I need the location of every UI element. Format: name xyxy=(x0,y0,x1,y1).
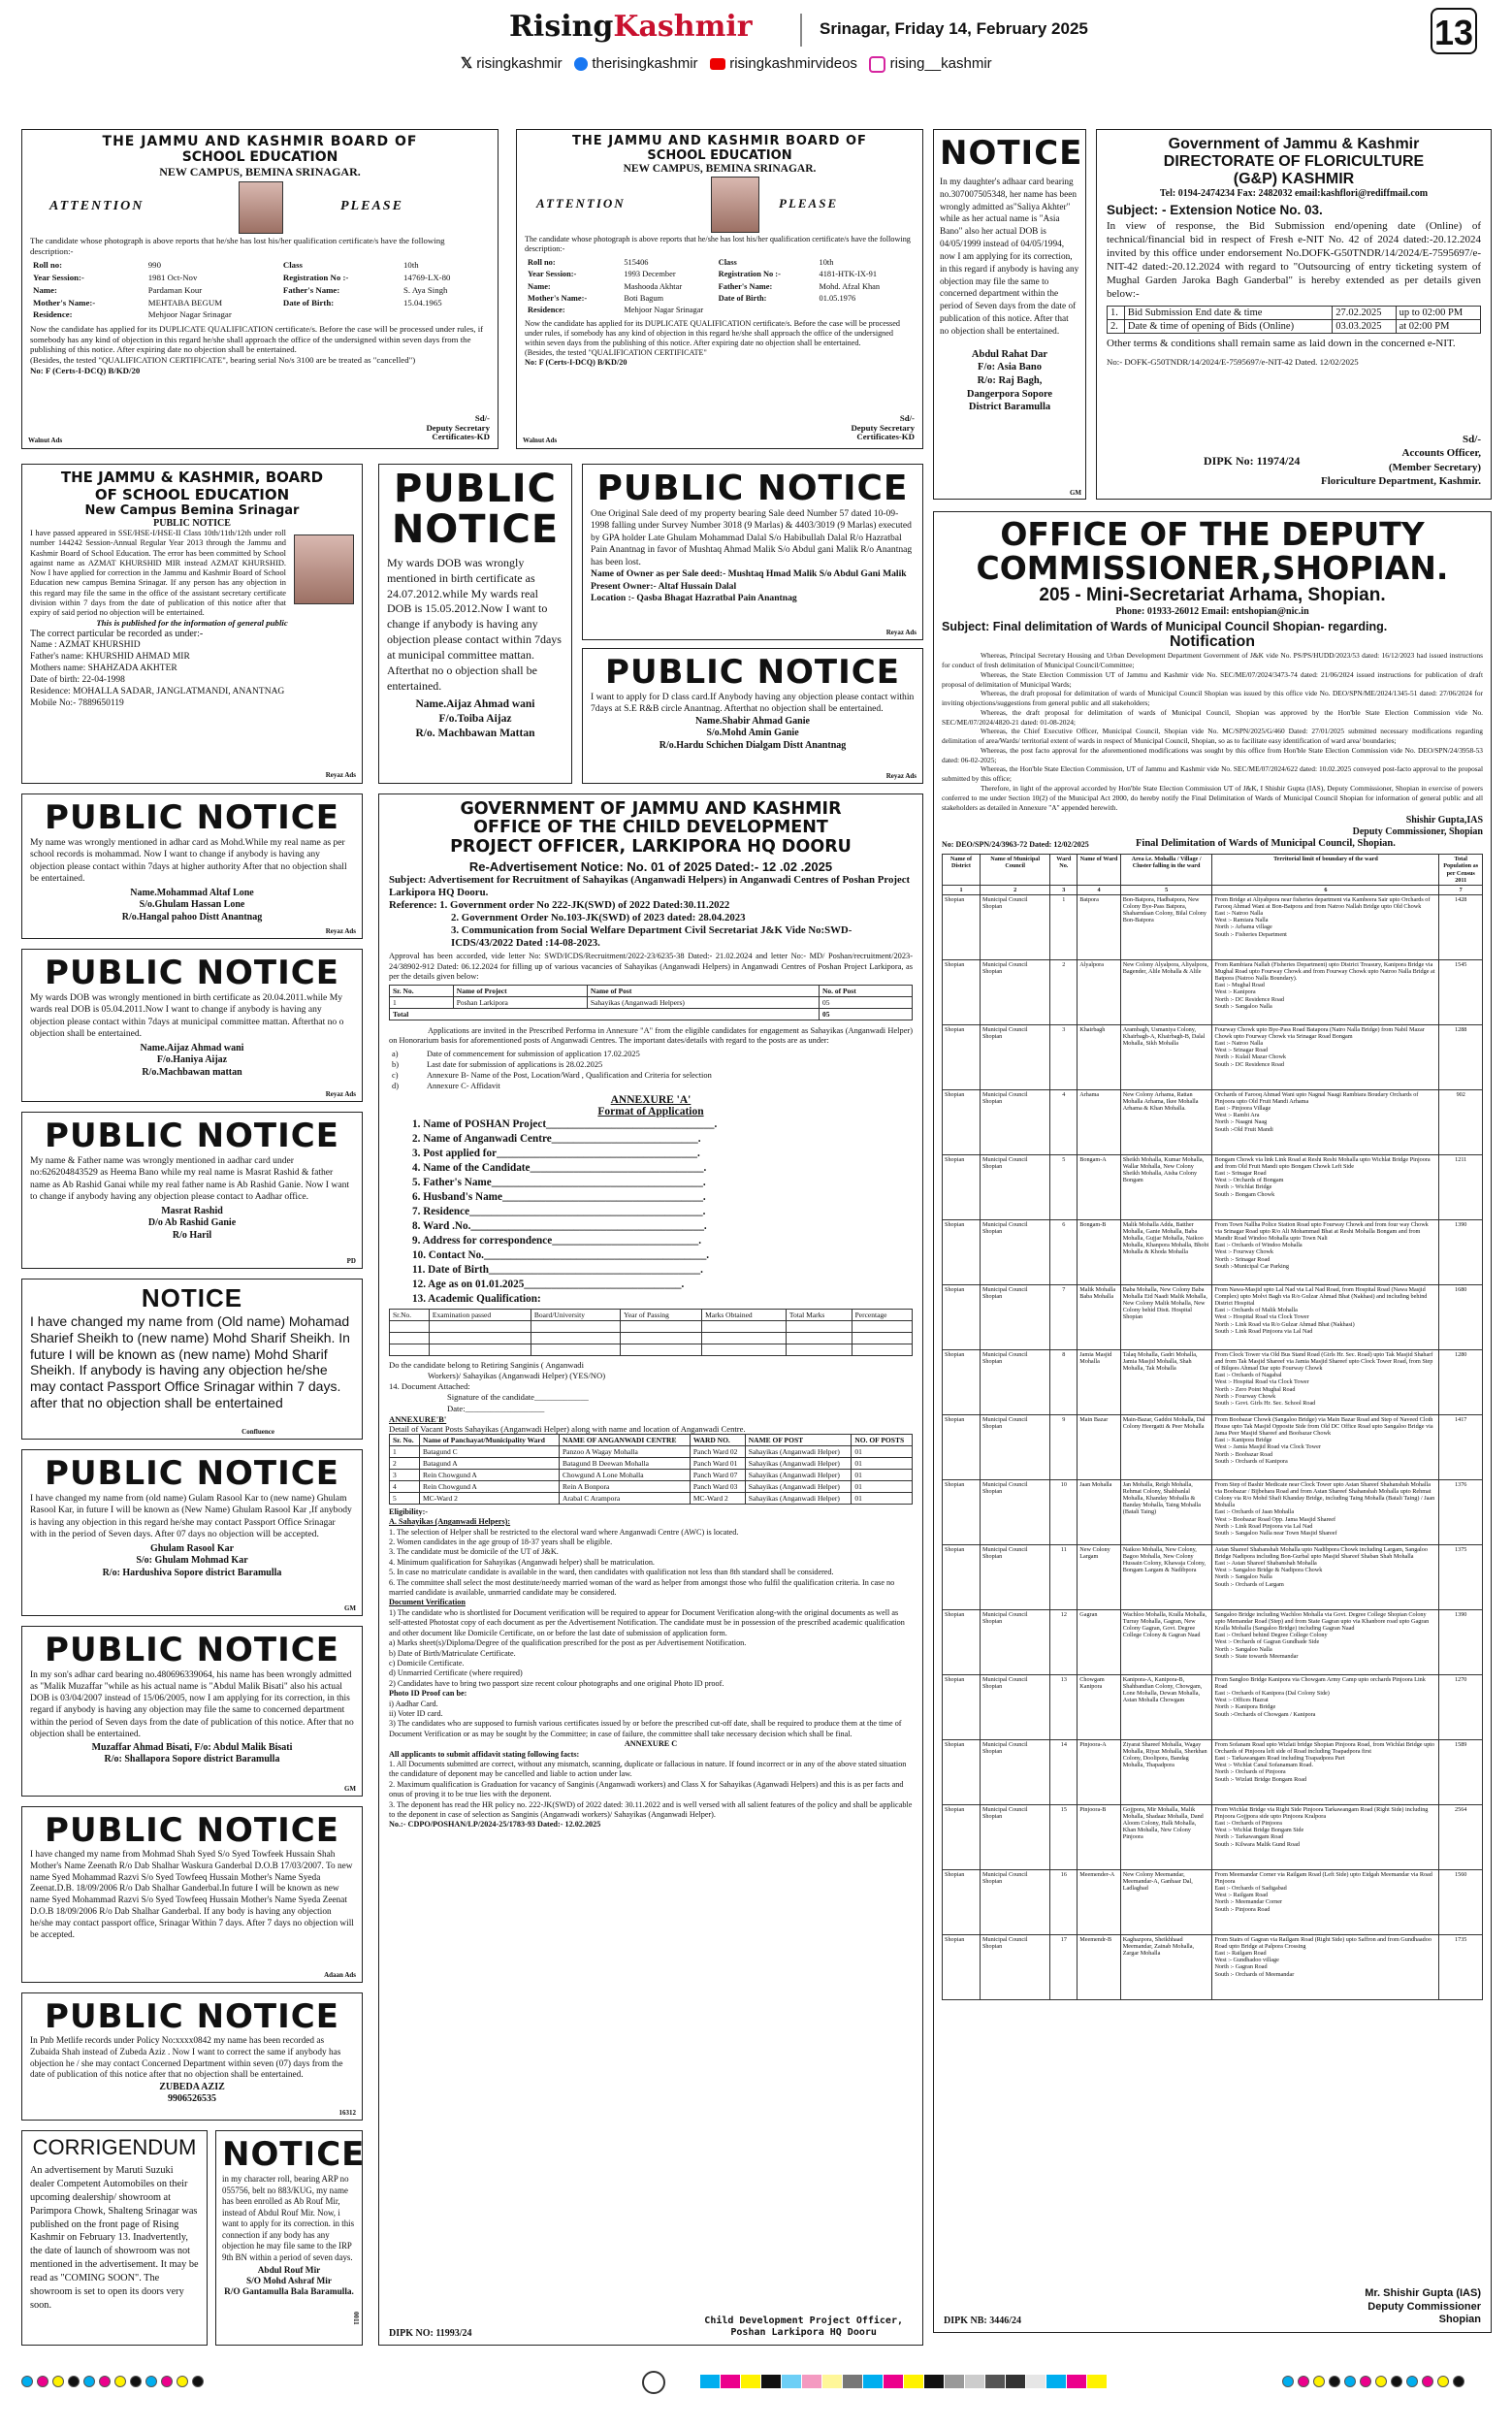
table-row: Shopian Municipal Council Shopian 12 Gagran Wachloo Mohalla, Kralla Mohalla, Turray Mohalla, Gagran, New Colony Gagran, Govt. Degree College Colony & Gagran Naad Sangaloo Bridge including Wachloo Mohalla via Govt. Degree College Shopian Colony upto Memandar Road (Step) and from State Gagran upto via Khanbore road upto Gagran Kralla Mohalla (Sangaloo Bridge) including Gagran Naad East :- Orchard behind Degree College Colony West :- Orchards of Gagran Gundhade Side North :- Sangaloo Nalla South :- State towards Meemandar 1390 xyxy=(943,1609,1483,1674)
color-dot xyxy=(1298,2376,1309,2387)
public-notice-sale-deed xyxy=(582,464,923,640)
color-dot xyxy=(1437,2376,1449,2387)
color-dot xyxy=(83,2376,95,2387)
notice-body: I have changed my name from (old name) Gulam Rasool Kar to (new name) Ghulam Rasool Kar, in future I will be known as (New Name) Ghulam Rasool Kar ,If anybody is having any objection in this regard he/she may contact Passport Office Srinagar with in the period of Seven days. After 07 days no objection will be accepted. xyxy=(30,1493,352,1540)
color-dot xyxy=(52,2376,64,2387)
color-dot xyxy=(1313,2376,1325,2387)
table-row: Shopian Municipal Council Shopian 7 Malik Mohalla Baba Mohalla Baba Mohalla, New Colony Baba Mohalla Eid Naadi Malik Mohalla, New Colony Malik Mohalla, New Colony behid Distt. Hospital Shopian From Nawa-Masjid upto Lal Nad via Lal Nad Road, from Hospital Road (Nawa Masjid Complex) upto Molvi Bagh via R/o Gulzar Ahmad Bhat (Nakhasi) and including behind District Hospital East :- Orchards of Malik Mohalla West :- Hospital Road via Clock Tower North :- Link Road via R/o Gulzar Ahmad Bhat (Nakhasi) South :- Link Road Pinjoora via Lal Nad 1680 xyxy=(943,1284,1483,1349)
table-row: 2 Batagund A Batagund B Deewan Mohalla Panch Ward 01 Sahayikas (Anganwadi Helper) 01 xyxy=(390,1457,913,1469)
whereas-clauses: Whereas, Principal Secretary Housing and Urban Development Department Government of J&K vide No. PS/PS/HUDD/2023/53 dated: 16/12/2023 had issued instructions for conduct of fresh delimitation of Municipal Council/Committee; Whereas, the State Election Commission UT of Jammu and Kashmir vide No. SEC/ME/07/2024/3473-74 dated: 21/06/2024 issued instructions for publication of draft proposal of delimitation of Municipal Wards; Whereas, the draft proposal for delimitation of wards of Municipal Council Shopian was issued by this office vide No. DEO/SPN/ME/2024/1345-51 dated: 27/06/2024 for inviting objections/suggestions from general public and all stakeholders; Whereas, the draft proposal for delimitation of wards of Municipal Council, Shopian was approved by the Hon'ble State Election Commission vide No. SEC/ME/07/2024/4820-21 dated: 01-08-2024; Whereas, the Chief Executive Officer, Municipal Council, Shopian vide No. MC/SPN/2025/G/460 Dated: 27/01/2025 submitted necessary modifications regarding delimitation of area/Wards/ territorial extent of wards in respect of Municipal Council, Shopian, so as to facilitate easy identification of ward area/ boundaries; Whereas, the post facto approval for the aforementioned modifications was sought by this office from Hon'ble State Election Commission vide No. DEO/SPN/24/3958-53 dated: 06-02-2025; Whereas, the Hon'ble State Election Commission, UT of Jammu and Kashmir vide No. SEC/ME/07/2024/622 dated: 10.02.2025 conveyed post-facto approval to the proposal submitted by this office; Therefore, in light of the approval accorded by Hon'ble State Election Commission UT of J&K, I Shishir Gupta (IAS), Deputy Commissioner, Shopian in exercise of powers conferred to me under Section 10(2) of the Municipal Act 2000, do hereby notify the Final Delimitation of Wards of Municipal Council Shopian for information of general public and all stakeholders as detailed in Annexure "A" appended herewith. xyxy=(942,651,1483,812)
table-row: Shopian Municipal Council Shopian 6 Bongam-B Malik Mohalla Adda, Batther Mohalla, Ganie Mohalla, Baba Mohalla, Gujjar Mohalla, Naikoo Mohalla, Khanpora Mohalla, Bhobi Mohalla & Khoda Mohalla From Town Nallha Police Station Road upto Fourway Chowk and from four way Chowk via Srinagar Road upto R/o Ali Mohammad Bhat at Reshi Mohalla Bongam and from Mandir Road Windoo Mohalla upto Town Nali East :- Orchards of Windoo Mohalla West :- Fourway Chowk North :- Srinagar Road South :-Municipal Car Parking 1390 xyxy=(943,1219,1483,1284)
color-swatch xyxy=(1087,2375,1107,2388)
color-swatch xyxy=(924,2375,944,2388)
notice-title: THE JAMMU & KASHMIR, BOARD xyxy=(60,469,324,486)
agency-tag: Reyaz Ads xyxy=(325,771,356,779)
contact-line: Phone: 01933-26012 Email: entshopian@nic.in xyxy=(1115,606,1309,618)
page-number: 13 xyxy=(1431,8,1477,54)
notice-heading: PUBLIC NOTICE xyxy=(605,653,900,692)
annexure-a-heading: ANNEXURE 'A' xyxy=(610,1093,692,1106)
color-dot xyxy=(1422,2376,1433,2387)
notice-heading: PUBLIC NOTICE xyxy=(45,954,339,992)
public-notice-muzaffar xyxy=(21,1626,363,1797)
info-line: This is published for the information of general public xyxy=(96,618,288,629)
dateline: Srinagar, Friday 14, February 2025 xyxy=(820,19,1088,38)
brand-logo[interactable]: RisingKashmir xyxy=(509,10,753,44)
header-divider xyxy=(800,14,802,47)
table-row: Shopian Municipal Council Shopian 15 Pinjoora-B Gojjpora, Mir Mohalla, Malik Mohalla, Shadaaz Mohalla, Dand Aloom Colony, Halk Mohalla, Khan Mohalla, New Colony Pinjoora From Wichlat Bridge via Right Side Pinjoora Tarkawangam Road (Right Side) including Pinjoora Gojjpora side upto Pinjoora Kralpora East :- Orchards of Pinjoora West :- Wichlat Bridge Bongam Side North :- Tarkawangam Road South :- Kilwara Malik Gund Road 2564 xyxy=(943,1804,1483,1869)
form-field: 6. Husband's Name_____________________________________. xyxy=(412,1190,706,1203)
signatory: Shishir Gupta,IAS Deputy Commissioner, Shopian xyxy=(1352,815,1483,838)
agency-tag: Walnut Ads xyxy=(523,437,558,444)
notice-abdul-rouf xyxy=(215,2130,366,2346)
bid-dates-table: 1. Bid Submission End date & time 27.02.2025 up to 02:00 PM 2. Date & time of opening of Bids (Online) 03.03.2025 at 02:00 PM xyxy=(1107,306,1481,334)
table-row: Shopian Municipal Council Shopian 13 Chowgam Kanipora Kanipora-A, Kanipora-B, Shahbandian Colony, Chowgam, Lone Mohalla, Dewan Mohalla, Astan Mohalla Chowgam From Sangloo Bridge Kanipora via Chowgam Army Camp upto orchards Pinjoora Link Road East :- Orchards of Kanipora (Dal Colony Side) West :- Offices Hazrat North :- Kanipora Bridge South :-Orchards of Chowgam / Kanipora 1270 xyxy=(943,1674,1483,1739)
notice-heading: NOTICE xyxy=(940,134,1083,173)
table-row: Shopian Municipal Council Shopian 4 Arhama New Colony Arhama, Rattan Mohalla Arhama, Ikee Mohalla Arhama & Khan Mohalla. Orchards of Farooq Ahmad Wani upto Nagnal Naagi Rambiara Boudary Orchards of Pinjoora upto Old Fruit Mandi Arhama East :- Pinjoora Village West :- Rambi Ara North :- Naagni Naag South :-Old Fruit Mandi 902 xyxy=(943,1089,1483,1154)
color-dot xyxy=(68,2376,80,2387)
notice-subtitle: New Campus Bemina Srinagar xyxy=(84,503,300,518)
contact-line: Tel: 0194-2474234 Fax: 2482032 email:kashflori@rediffmail.com xyxy=(1159,188,1429,199)
color-swatch xyxy=(1006,2375,1025,2388)
agency-tag: Confluence xyxy=(241,1428,274,1436)
notice-signature: Name.Aijaz Ahmad wani F/o.Toiba Aijaz R/o. Machbawan Mattan xyxy=(415,698,535,740)
notice-body: I want to apply for D class card.If Anybody having any objection please contact within 7days at S.E R&B circle Anantnag. Afterthat no objection shall be entertained. xyxy=(591,692,915,715)
important-dates: a) Date of commencement for submission of application 17.02.2025 b) Last date for submission of applications is 28.02.2025 c) Annexure B- Name of the Post, Location/Ward , Qualification and Criteria for selection d) Annexure C- Affidavit xyxy=(392,1049,712,1090)
notice-body: I have changed my name from (Old name) Mohamad Sharief Sheikh to (new name) Mohd Sharif Sheikh. In future I will be known as (new name) Mohd Sharif Sheikh. If anybody is having any objection he/she may contact Passport Office Srinagar within 7 days. after that no objection shall be entertained xyxy=(30,1313,350,1410)
notice-body: In my daughter's adhaar card bearing no.307007505348, her name has been wrongly admitted as"Saliya Akhter" while as her actual name is "Asia Bano" also her actual DOB is 04/05/1999 instead of 04/05/1994, now I am applying for its correction, in this regard if anybody is having any objection may file the same to concerned department within the period of Seven days from the date of publication of this notice. After that no objection shall be entertained. xyxy=(940,178,1079,337)
color-swatch xyxy=(945,2375,964,2388)
table-row: Shopian Municipal Council Shopian 16 Meemender-A New Colony Meemandar, Meemandar-A, Ganhaar Dal, Ladlagbad From Meemandar Corner via Railgam Road (Left Side) upto Eidgah Meemandar via Road Pinjoora East :- Orchards of Sadigabad West :- Railgam Road North :- Meemandar Corner South :- Pinjoora Road 1560 xyxy=(943,1869,1483,1934)
annexure-b-heading: ANNEXURE'B' xyxy=(389,1413,447,1424)
social-row xyxy=(461,54,992,73)
intro-text: The candidate whose photograph is above reports that he/she has lost his/her qualification certificate/s have the following description:- xyxy=(30,236,445,256)
social-x[interactable]: risingkashmir xyxy=(476,55,563,72)
notice-body: My wards DOB was wrongly mentioned in birth certificate as 24.07.2012.while My wards real DOB is 15.05.2012.Now I want to change if anybody is having any objection please contact within 7days at municipal committee mattan. Afterthat no o objection shall be entertained. xyxy=(387,556,562,693)
table-row: 1 Batagund C Panzoo A Wagay Mohalla Panch Ward 02 Sahayikas (Anganwadi Helper) 01 xyxy=(390,1445,913,1457)
form-field: 5. Father's Name_______________________________________. xyxy=(412,1176,706,1188)
cancel-note: (Besides, the tested "QUALIFICATION CERTIFICATE", bearing serial No/s 3100 are be treated as "cancelled") xyxy=(30,355,416,366)
color-dot xyxy=(1406,2376,1418,2387)
facebook-icon[interactable] xyxy=(574,57,588,71)
color-dot xyxy=(130,2376,142,2387)
candidate-declaration: Do the candidate belong to Retiring Sanginis ( Anganwadi Workers)/ Sahayikas (Anganwadi Helper) (YES/NO) 14. Document Attached: Signature of the candidate_____________ Date:___________________ xyxy=(389,1359,606,1413)
dc-shopian-notification xyxy=(933,511,1492,2333)
dept-heading-2: (G&P) KASHMIR xyxy=(1233,171,1355,187)
color-dot xyxy=(1453,2376,1464,2387)
ref-number: No: DEO/SPN/24/3963-72 Dated: 12/02/2025 xyxy=(942,840,1089,850)
please-label: PLEASE xyxy=(779,196,839,211)
notice-title: THE JAMMU AND KASHMIR BOARD OF xyxy=(572,134,867,148)
subject-line: Subject: Advertisement for Recruitment of Sahayikas (Anganwadi Helpers) in Anganwadi Centres of Poshan Project Larkipora HQ Dooru. xyxy=(389,873,911,898)
floriculture-notice xyxy=(1096,129,1492,500)
color-dot xyxy=(145,2376,157,2387)
public-notice-zubeda xyxy=(21,1992,363,2121)
notice-signature: ZUBEDA AZIZ 9906526535 xyxy=(159,2082,225,2105)
jkbose-notice-2 xyxy=(516,129,923,449)
color-swatch xyxy=(822,2375,842,2388)
notice-heading: PUBLIC NOTICE xyxy=(391,467,560,552)
notice-title-2: OF SCHOOL EDUCATION xyxy=(94,486,290,503)
agency-tag: Reyaz Ads xyxy=(885,629,917,636)
color-dot xyxy=(177,2376,188,2387)
table-row: Shopian Municipal Council Shopian 14 Pinjoora-A Ziyarat Shareef Mohalla, Wagay Mohalla, Riyaz Mohalla, Sherkhan Colony, Doolipora, Bandag Mohalla, Thapadpora From Sofanam Road upto Wizlati bridge Shopian Pinjoora Road, from Wichlat Bridge upto Orchards of Pinjoora left side of Road including Toapadpora first East :- Tarkawangam Road including Toapadpora Part West :- Wichlat Canal Sofanamam Road. North :- Orchards of Pinjoora South :- Wizlati Bridge Bongam Road 1589 xyxy=(943,1739,1483,1804)
form-field: 10. Contact No._________________________________________. xyxy=(412,1248,710,1261)
agency-tag: Walnut Ads xyxy=(28,437,63,444)
notice-signature: Name.Mohammad Altaf Lone S/o.Ghulam Hassan Lone R/o.Hangal pahoo Distt Anantnag xyxy=(121,887,263,923)
notice-signature: Muzaffar Ahmad Bisati, F/o: Abdul Malik Bisati R/o: Shallapora Sopore district Baramulla xyxy=(91,1741,293,1765)
color-swatch xyxy=(863,2375,883,2388)
bottom-signatory: Mr. Shishir Gupta (IAS) Deputy Commissioner Shopian xyxy=(1365,2287,1481,2325)
agency-tag: GM xyxy=(343,1604,356,1612)
color-dot xyxy=(21,2376,33,2387)
body-text: In view of response, the Bid Submission end/opening date (Online) of technical/financial bid in respect of Fresh e-NIT No. 42 of 2024 dated:-20.12.2024 invited by this office under endorsement No.DOFK-G50TNDR/14/2024/E-7595697/e-NIT-42 dated:-20.12.2024 with regard to "Outsourcing of entry ticketing system of Mughal Garden Jaroka Bagh Ganderbal" is hereby extended as per details given below:- xyxy=(1107,220,1481,300)
color-dot xyxy=(37,2376,48,2387)
subject-line: Subject: Final delimitation of Wards of Municipal Council Shopian- regarding. xyxy=(942,620,1388,634)
ref-number: No: F (Certs-I-DCQ) B/KD/20 xyxy=(30,365,141,375)
public-notice-aijaz-haniya xyxy=(21,949,363,1102)
candidate-photo xyxy=(239,181,283,234)
body-text: I have passed appeared in SSE/HSE-I/HSE-II Class 10th/11th/12th under roll number 144242 Session-Annual Regular Year 2013 through the Jammu and Kashmir Board of School Education. The error has been committed by School against name as AZMAT KHURSHID MIR instead AZMAT KHURSHID. Now I have applied for correction in the Jammu and Kashmir Board of School Education new campus Bemina Srinagar. If any person has any objection in this regard may file the same in the office of the assistant secretary certificate division within 7 days from the date of publication of this notice after that expiry of said period no objection will be entertained. xyxy=(30,529,286,617)
office-address: 205 - Mini-Secretariat Arhama, Shopian. xyxy=(1039,585,1386,606)
table-row: Shopian Municipal Council Shopian 3 Khairbagh Arambagh, Usmaniya Colony, Khairbagh-A, Khairbagh-B, Dalal Mohalla, Sikh Mohalla Fourway Chowk upto Bye-Pass Road Batapora (Natro Nalla Bridge) from Nabil Mazar Chowk upto Fourway Chowk via Srinagar Road Bongam East :- Natroo Nalla West :- Srinagar Road North :- Kulail Mazar Chowk South :- DC Residence Road 1288 xyxy=(943,1024,1483,1089)
public-notice-altaf xyxy=(21,793,363,939)
table-row: Shopian Municipal Council Shopian 10 Jaan Mohalla Jan Mohalla, Reigh Mohalla, Rehmat Colony, Shahbanlal Mohalla, Khanday Mohalla & Banday Mohalla, Taing Mohalla (Batali Taing) From Step of Bashir Medicate near Clock Tower upto Astan Shareef Shahanshah Mohalla via Boobazar / Bijbehara Road and from Astan Shareef Shahanshah Mohalla upto Rehmat Colony via R/o Mohd Shafi Khanday Bridge, including Taing Mohalla (Batali Taing) / Jaan Mohalla East :- Orchards of Jaan Mohalla West :- Boobazar Road Opp. Jama Masjid Shareef North :- Link Road Pinjoora via Lal Nad South :- Sangaloo Nalla near Town Masjid Shareef 1376 xyxy=(943,1479,1483,1544)
color-swatch xyxy=(1026,2375,1046,2388)
notice-body: In Pnb Metlife records under Policy No:xxxx0842 my name has been recorded as Zubaida Shah instead of Zubeda Aziz . Now I want to correct the same if anybody has objection he / she may contact Concerned Department within seven (07) days from the date of publication of this notice after that no objection shall be entertained. xyxy=(30,2036,343,2081)
color-swatch xyxy=(721,2375,740,2388)
signatory: Sd/- Accounts Officer, (Member Secretary) Floriculture Department, Kashmir. xyxy=(1321,434,1481,487)
color-swatch xyxy=(782,2375,801,2388)
public-notice-shabir xyxy=(582,648,923,784)
application-form-fields xyxy=(389,1117,913,1307)
notice-signature: Abdul Rahat Dar F/o: Asia Bano R/o: Raj Bagh, Dangerpora Sopore District Baramulla xyxy=(966,348,1053,413)
agency-tag: Reyaz Ads xyxy=(325,1090,356,1098)
table-row: Shopian Municipal Council Shopian 5 Bongam-A Sheikh Mohalla, Kumar Mohalla, Wallar Mohalla, New Colony Sheikh Mohalla, Aisha Colony Bongam Bongam Chowk via link Link Road at Reshi Reshi Mohalla upto Wichlat Bridge Pinjoora and from Old Fruit Mandi upto Bongam Chowk Left Side East :- Srinagar Road West :- Orchards of Bongam North :- Wichlat Bridge South :- Bongam Chowk 1211 xyxy=(943,1154,1483,1219)
ad-code: 16312 xyxy=(338,2109,356,2117)
table-row: Shopian Municipal Council Shopian 1 Batpora Bon-Batpora, Hadbatpora, New Colony Bye-Pass Batpora, Shaharndaan Colony, Bilal Colony Bon-Batpora From Bridge at Aliyabpora near fisheries department via Kambeera Sair upto Orchards of Farooq Ahmad Wani at Bon-Batpora and from Natroo Nallah Bridge upto Old Chowk East :- Natroo Nalla West :- Ramiara Nalla North :- Arhama village South :- Fisheries Department 1428 xyxy=(943,894,1483,959)
color-dot xyxy=(1329,2376,1340,2387)
notice-title-2: SCHOOL EDUCATION xyxy=(647,148,792,163)
form-field: 7. Residence___________________________________________. xyxy=(412,1205,706,1217)
instagram-icon[interactable] xyxy=(869,56,885,73)
notice-heading: PUBLIC NOTICE xyxy=(596,469,909,508)
notice-heading: PUBLIC NOTICE xyxy=(45,1997,339,2036)
color-swatch xyxy=(741,2375,760,2388)
corrigendum-body: An advertisement by Maruti Suzuki dealer Competent Automobiles on their upcoming dealership/ showroom at Parimpora Chowk, Shalteng Srinagar was published on the front page of Rising Kashmir on February 13. Inadvertently, the date of launch of showroom was not mentioned in the advertisement. It may be read as "COMING SOON". The showroom is set to open its doors very soon. xyxy=(30,2165,199,2311)
jkbose-azmat-notice xyxy=(21,464,363,784)
correct-heading: The correct particular be recorded as under:- xyxy=(30,628,204,639)
vacancy-table: Sr. No. Name of Panchayat/Municipality Ward NAME OF ANGANWADI CENTRE WARD NO. NAME OF POST NO. OF POSTS 1 Batagund C Panzoo A Wagay Mohalla Panch Ward 02 Sahayikas (Anganwadi Helper) 01 2 Batagund A Batagund B Deewan Mohalla Panch Ward 01 Sahayikas (Anganwadi Helper) 01 3 Rein Chowgund A Chowgund A Lone Mohalla Panch Ward 07 Sahayikas (Anganwadi Helper) 01 4 Rein Chowgund A Rein A Bonpora Panch Ward 03 Sahayikas (Anganwadi Helper) 01 5 MC-Ward 2 Arabal C Arampora MC-Ward 2 Sahayikas (Anganwadi Helper) 01 xyxy=(389,1434,913,1505)
masthead xyxy=(19,8,1493,78)
notice-heading: NOTICE xyxy=(141,1283,243,1312)
color-swatch xyxy=(843,2375,862,2388)
form-field: 4. Name of the Candidate________________________________. xyxy=(412,1161,707,1174)
color-dot xyxy=(161,2376,173,2387)
candidate-photo xyxy=(711,177,759,233)
notification-heading: Notification xyxy=(1170,633,1255,651)
color-swatch xyxy=(1046,2375,1066,2388)
notice-body: in my character roll, bearing ARP no 055756, belt no 883/KUG, my name has been enrolled as Ab Rouf Mir, instead of Abdul Rouf Mir. Now, i want to apply for its correction. in this connection if any body has any objection he may file same to the IRP 9th BN within a period of seven days. xyxy=(222,2174,355,2263)
form-field: 1. Name of POSHAN Project_______________________________. xyxy=(412,1117,718,1130)
cancel-note: (Besides, the tested "QUALIFICATION CERTIFICATE" xyxy=(525,348,707,358)
gov-heading: Government of Jammu & Kashmir xyxy=(1168,136,1420,152)
agency-tag: GM xyxy=(1069,489,1081,497)
table-title: Final Delimitation of Wards of Municipal Council, Shopian. xyxy=(1136,838,1396,850)
notice-signature: Name.Aijaz Ahmad wani F/o.Haniya Aijaz R/o.Machbawan mattan xyxy=(140,1042,244,1078)
dipk-number: DIPK No: 11974/24 xyxy=(1204,454,1301,468)
body-text: Now the candidate has applied for its DUPLICATE QUALIFICATION certificate/s. Before the case will be processed under rules, if somebody has any kind of objection in this regard he/she shall approach the office of the undersigned within seven days from the publishing of this notice. After expiring date no objection shall be entertained. xyxy=(30,324,484,355)
notice-body: My name & Father name was wrongly mentioned in aadhar card under no:626204843529 as Heema Bano while my real name is Masrat Rashid & father name as Ab Rashid Ganai while my real father name is Ab Rashid Ganie. Now I want to change if anybody having any objection please contact to Aadhar office. xyxy=(30,1155,350,1203)
dipk-number: DIPK NB: 3446/24 xyxy=(944,2316,1021,2326)
applications-text: Applications are invited in the Prescribed Performa in Annexure "A" from the eligible candidates for engagement as Sahayikas (Anganwadi Helper) on Honorarium basis for aforementioned posts of Anganwadi Centres. The important dates/details with regard to the posts are as under: xyxy=(389,1025,913,1046)
attention-label: ATTENTION xyxy=(536,196,626,211)
table-row: Shopian Municipal Council Shopian 8 Jamia Masjid Mohalla Talaq Mohalla, Gadri Mohalla, Jamia Masjid Mohalla, Shah Mohalla, Tak Mohalla From Clock Tower via Old Bus Stand Road (Girls Hr. Sec. Road) upto Tak Masjid Shaharf and from Tak Masjid Shareef via Jamia Masjid Shareef upto Clock Tower Road, from Step of Bilqees Ahmad Dar upto Fourway Chowk East :- Orchards of Nagabal West :- Hospital Road via Clock Tower North :- Zero Point Mughal Road North :- Fourway Chowk South :- Govt. Girls Hr. Sec. School Road 1280 xyxy=(943,1349,1483,1414)
public-notice-gulam xyxy=(21,1449,363,1616)
corrected-particulars: Name : AZMAT KHURSHID Father's name: KHURSHID AHMAD MIR Mothers name: SHAHZADA AKHTER Date of birth: 22-04-1998 Residence: MOHALLA SADAR, JANGLATMANDI, ANANTNAG Mobile No:- 7889650119 xyxy=(30,640,285,708)
notice-body: I have changed my name from Mohmad Shah Syed S/o Syed Towfeek Hussain Shah Mother's Name Zeenath R/o Dab Shalhar Waskura Ganderbal D.O.B 17/03/2007. To new name Syed Mohammad Razvi S/o Syed Towfeeq Hussain Mother's Name Syeda Zeenat.D.B. 18/09/2006 R/o Dab Shalhar Ganderbal.In future I will be known as new name Syed Mohammad Razvi S/o Syed Towfeeq Hussain Mother's Name Syeda Zeenat D.O.B 18/09/2006 R/o Dab Shalhar Ganderbal. If any body is having any objection he/she may contact passport office, Srinagar Within 7 days. After 7 days no objection will be accepted. xyxy=(30,1850,354,1940)
color-swatch xyxy=(761,2375,781,2388)
agency-tag: Adaan Ads xyxy=(324,1971,356,1979)
references: Reference: 1. Government order No 222-JK(SWD) of 2022 Dated:30.11.2022 2. Government Order No.103-JK(SWD) of 2023 dated: 28.04.2023 3. Communication from Social Welfare Department Civil Secretariat J&K Vide No:SWD-ICDS/43/2022 Dated :14-08-2023. xyxy=(389,898,853,949)
social-facebook[interactable]: therisingkashmir xyxy=(592,55,698,72)
notice-subtitle: NEW CAMPUS, BEMINA SRINAGAR. xyxy=(159,165,361,178)
owner-details: Name of Owner as per Sale deed:- Mushtaq Hmad Malik S/o Abdul Gani Malik Present Owner:- Altaf Hussain Dalal Location :- Qasba Bhagat Hazratbal Pain Anantnag xyxy=(591,568,907,604)
agency-tag: GM xyxy=(343,1785,356,1793)
table-row: Shopian Municipal Council Shopian 9 Main Bazar Main-Bazar, Gaddoi Mohalla, Dal Colony Heergatti & Peer Mohalla From Boobazar Chowk (Sangaloo Bridge) via Main Bazar Road and Step of Naveed Cloth House upto Tak Masjid Opposite Side from Old DC Office Road upto Sangaloo Bridge via Jama Peer Masjid Shareef and Boobazar Chowk East :- Kanipora Bridge West :- Jamia Masjid Road via Clock Tower North :- Boobazar Road South :- Orchards of Kanipora 1417 xyxy=(943,1414,1483,1479)
approval-text: Approval has been accorded, vide letter No: SWD/ICDS/Recruitment/2022-23/6235-38 Dated:- 21.02.2024 and letter No:- MD/ Poshan/recruitment/2023-24/38902-912 Dated: 06.12.2024 for filling up of various vacancies of Sahayikas (Anganwadi Helpers) in Anganwadi Centres of Poshan Project Larkipora, as per the details given below: xyxy=(389,952,913,982)
table-row: 4 Rein Chowgund A Rein A Bonpora Panch Ward 03 Sahayikas (Anganwadi Helper) 01 xyxy=(390,1480,913,1492)
color-swatch xyxy=(802,2375,821,2388)
notice-heading: PUBLIC NOTICE xyxy=(45,798,339,837)
corrigendum xyxy=(21,2130,208,2346)
table-row: Shopian Municipal Council Shopian 11 New Colony Largam Naikoo Mohalla, New Colony, Bagoo Mohalla, New Colony Hussain Colony, Khawaja Colony, Bongam Largam & Nadibpora Astan Shareef Shabanshah Mohalla upto Nadibpora Chowk including Largam, Sangaloo Bridge Nadipora including Bon-Gurbal upto Masjid Shareef Shaban Shah Mohalla East :- Astan Shareef Shabanshah Mohalla West :- Sangaloo Bridge & Nadipora Chowk North :- Sangaloo Nalla South :- Orchards of Largam 1375 xyxy=(943,1544,1483,1609)
form-field: 9. Address for correspondence___________________________. xyxy=(412,1234,702,1247)
social-instagram[interactable]: rising__kashmir xyxy=(889,55,992,72)
notice-body: My wards DOB was wrongly mentioned in birth certificate as 20.04.2011.while My wards real DOB is 05.04.2011.Now I want to change if anybody is having any objection please contact within 7days at municipal committee mattan. Afterthat no o objection shall be entertained. xyxy=(30,992,344,1040)
color-dot xyxy=(1282,2376,1294,2387)
candidate-details: Roll no: 515406 Class 10th Year Session:- 1993 December Registration No :- 4181-HTK-IX-91 Name: Mashooda Akhtar Father's Name: Mohd. Afzal Khan Mother's Name:- Boti Bagum Date of Birth: 01.05.1976 Residence: Mehjoor Nagar Srinagar xyxy=(528,258,881,314)
candidate-photo xyxy=(294,534,354,604)
color-swatch xyxy=(884,2375,903,2388)
posts-table: Sr. No. Name of Project Name of Post No. of Post 1 Poshan Larkipora Sahayikas (Anganwadi Helpers) 05 Total 05 xyxy=(389,985,913,1020)
candidate-details: Roll no: 990 Class 10th Year Session:- 1981 Oct-Nov Registration No :- 14769-LX-80 Name: Pardaman Kour Father's Name: S. Aya Singh Mother's Name:- MEHTABA BEGUM Date of Birth: 15.04.1965 Residence: Mehjoor Nagar Srinagar xyxy=(33,260,451,320)
eligibility-and-verification: Eligibility:- A. Sahayikas (Anganwadi Helpers): 1. The selection of Helper shall be restricted to the electoral ward where Anganwadi Centre (AWC) is located. 2. Women candidates in the age group of 18-37 years shall be eligible. 3. The candidate must be domicile of the UT of J&K. 4. Minimum qualification for Sahayikas (Anganwadi helper) shall be matriculation. 5. In case no matriculate candidate is available in the ward, then candidates with qualification not less than 8th standard shall be considered. 6. The committee shall select the most destitute/needy married woman of the ward as helper from amongst those who fulfil the qualification criteria. In case no married candidate is available, unmarried candidate may be considered. Document Verification 1) The candidate who is shortlisted for Document verification will be required to appear for Document Verification along-with the original documents as well as self-attested Photostat copy of each document as per the Advertisement Notification. The candidate must be in possession of the prescribed academic qualification and other document like Domicile Certificate, on or before the last date of submission of application form. a) Marks sheet(s)/Diploma/Degree of the qualification prescribed for the post as per Advertisement Notification. b) Date of Birth/Matriculate Certificate. c) Domicile Certificate. d) Unmarried Certificate (where required) 2) Candidates have to bring two passport size recent colour photographs and one original Photo ID proof. Photo ID Proof can be: i) Aadhar Card. ii) Voter ID card. 3) The candidates who are supposed to furnish various certificates issued by or before the prescribed cut-off date, shall be required to produce them at the time of Document Verification or as may be sought by the Committee; in case of failure, the committee shall take necessary decision which shall be final. ANNEXURE C All applicants to submit affidavit stating following facts: 1. All Documents submitted are correct, without any mismatch, scanning, duplicate or fallacious in nature. If found incorrect or in any of the above stated situation the candidature of deponent may be cancelled and liable to action under law. 2. Maximum qualification is Graduation for vacancy of Sanginis (Anganwadi workers) and Class X for Sahayikas (Aganwadi Helpers) and this is as per facts and onus of proving it to be true lies with the deponent. 3. The deponent has read the HR policy no. 222-JK(SWD) of 2022 dated: 30.11.2022 and is well versed with all salient features of the policy and shall be applicable to the deponent in case of selection as Sanginis (Anganwadi workers)/ Sahayikas (Anganwadi Helper). No.:- CDPO/POSHAN/LP/2024-25/1783-93 Dated:- 12.02.2025 xyxy=(389,1506,913,1830)
annexure-b-title: Detail of Vacant Posts Sahayikas (Anganwadi Helper) along with name and location of Anganwadi Centre. xyxy=(389,1423,746,1434)
jkbose-notice-1 xyxy=(21,129,499,449)
notice-signature: Masrat Rashid D/o Ab Rashid Ganie R/o Haril xyxy=(147,1205,237,1241)
table-row: 3 Rein Chowgund A Chowgund A Lone Mohalla Panch Ward 07 Sahayikas (Anganwadi Helper) 01 xyxy=(390,1469,913,1480)
intro-text: The candidate whose photograph is above reports that he/she has lost his/her qualification certificate/s have the following description:- xyxy=(525,235,911,253)
advert-number: Re-Advertisement Notice: No. 01 of 2025 Dated:- 12 .02 .2025 xyxy=(468,858,833,874)
body-text: Now the candidate has applied for its DUPLICATE QUALIFICATION certificate/s. Before the case will be processed under rules, if somebody has any kind of objection in this regard he/she shall approach the office of the undersigned within seven days from the publishing of this notice. After expiring date no objection shall be entertained. xyxy=(525,319,900,348)
form-field: 11. Date of Birth_______________________________________. xyxy=(412,1263,703,1276)
ad-code: 0011 xyxy=(352,2312,360,2325)
attention-label: ATTENTION xyxy=(49,199,145,213)
office-title: OFFICE OF THE DEPUTY COMMISSIONER,SHOPIAN. xyxy=(976,515,1449,587)
notice-signature: Abdul Rouf Mir S/O Mohd Ashraf Mir R/O Gantamulla Bala Baramulla. xyxy=(224,2265,354,2298)
icds-larkipora-recruitment xyxy=(378,793,923,2346)
public-notice-aijaz-toiba xyxy=(378,464,572,784)
dept-heading: DIRECTORATE OF FLORICULTURE xyxy=(1163,153,1425,170)
notice-heading: PUBLIC NOTICE xyxy=(45,1811,339,1850)
print-registration-strip xyxy=(21,2367,1492,2396)
notice-signature: Name.Shabir Ahmad Ganie S/o.Mohd Amin Ganie R/o.Hardu Schichen Dialgam Distt Anantnag xyxy=(659,715,847,751)
dipk-number: DIPK NO: 11993/24 xyxy=(389,2328,472,2339)
color-dot xyxy=(114,2376,126,2387)
terms-line: Other terms & conditions shall remain same as laid down in the concerned e-NIT. xyxy=(1107,337,1456,349)
notice-title-2: SCHOOL EDUCATION xyxy=(181,149,338,165)
format-heading: Format of Application xyxy=(597,1105,704,1117)
notice-heading: PUBLIC NOTICE xyxy=(45,1631,339,1669)
notice-heading: PUBLIC NOTICE xyxy=(45,1117,339,1155)
notice-signature: Ghulam Rasool Kar S/o: Ghulam Mohmad Kar R/o: Hardushiva Sopore district Baramulla xyxy=(102,1542,282,1578)
public-notice-syed xyxy=(21,1806,363,1983)
color-swatch xyxy=(904,2375,923,2388)
signatory: Child Development Project Officer, Poshan Larkipora HQ Dooru xyxy=(704,2316,903,2338)
color-swatch xyxy=(1067,2375,1086,2388)
color-swatch xyxy=(965,2375,984,2388)
color-swatch xyxy=(985,2375,1005,2388)
corrigendum-heading: CORRIGENDUM xyxy=(32,2135,197,2159)
notice-abdul-rahat xyxy=(933,129,1086,500)
ref-number: No: F (Certs-I-DCQ) B/KD/20 xyxy=(525,358,627,368)
please-label: PLEASE xyxy=(340,199,403,213)
color-dot xyxy=(1391,2376,1402,2387)
notice-body: In my son's adhar card bearing no.480696339064, his name has been wrongly admitted as "Malik Muzaffar "while as his actual name is "Abdul Malik Bisati" also his actual DOB is 03/04/2007 instead of 15/06/2005, now I am applying for its correction, in this regard if anybody is having any objection may file the same to concerned department within the period of Seven days from the date of publication of this notice. After that no objection shall be entertained. xyxy=(30,1670,354,1739)
notice-subtitle: NEW CAMPUS, BEMINA SRINAGAR. xyxy=(623,163,817,175)
form-field: 12. Age as on 01.01.2025_____________________________. xyxy=(412,1278,685,1290)
color-dot xyxy=(1344,2376,1356,2387)
color-dot xyxy=(1375,2376,1387,2387)
agency-tag: PD xyxy=(346,1257,356,1265)
notice-title: THE JAMMU AND KASHMIR BOARD OF xyxy=(102,134,418,149)
notice-sharif xyxy=(21,1279,363,1440)
color-dot xyxy=(192,2376,204,2387)
agency-tag: Reyaz Ads xyxy=(325,927,356,935)
signatory: Sd/- Deputy Secretary Certificates-KD xyxy=(426,412,490,442)
table-row: Shopian Municipal Council Shopian 17 Meemendr-B Kaghazpora, Sheikhhaad Meemandar, Zainab Mohalla, Zargar Mohalla From Stairs of Gagran via Railgam Road (Right Side) upto Saffron and from Gundhaadoo Road upto Bridge at Palpora Crossing East :- Railgam Road West :- Gundhadoo village North :- Gagran Road South :- Orchards of Meemandar 1735 xyxy=(943,1934,1483,1999)
notice-heading: NOTICE xyxy=(222,2135,366,2174)
agency-tag: Reyaz Ads xyxy=(885,772,917,780)
form-field: 13. Academic Qualification: xyxy=(412,1292,541,1305)
form-field: 8. Ward .No.___________________________________________. xyxy=(412,1219,707,1232)
notice-heading: PUBLIC NOTICE xyxy=(45,1454,339,1493)
form-field: 2. Name of Anganwadi Centre___________________________. xyxy=(412,1132,701,1145)
table-row: Shopian Municipal Council Shopian 2 Alyalpora New Colony Alyalpora, Aliyalpora, Bagender, Alile Mohalla & Alile From Rambiara Nallah (Fisheries Department) upto District Treasury, Kanipora Bridge via Mughal Road upto Fourway Chowk and from Fourway Chowk upto Natroo Nalla Bridge at Batpora (Natroo Nalla Boundary). East :- Mughal Road West :- Kanipora North :- DC Residence Road South :- Sangaloo Nalla 1545 xyxy=(943,959,1483,1024)
ward-delimitation-table: Name of District Name of Municipal Council Ward No. Name of Ward Area i.e. Mohalla / Village / Cluster falling in the ward Territorial limit of boundary of the ward Total Population as per Census 2011 1 2 3 4 5 6 7 Shopian Municipal Council Shopian 1 Batpora Bon-Batpora, Hadbatpora, New Colony Bye-Pass Batpora, Shaharndaan Colony, Bilal Colony Bon-Batpora From Bridge at Aliyabpora near fisheries department via Kambeera Sair upto Orchards of Farooq Ahmad Wani at Bon-Batpora and from Natroo Nallah Bridge upto Old Chowk East :- Natroo Nalla West :- Ramiara Nalla North :- Arhama village South :- Fisheries Department 1428 Shopian Municipal Council Shopian 2 Alyalpora New Colony Alyalpora, Aliyalpora, Bagender, Alile Mohalla & Alile From Rambiara Nallah (Fisheries Department) upto District Treasury, Kanipora Bridge via Mughal Road upto Fourway Chowk and from Fourway Chowk upto Natroo Nalla Bridge at Batpora (Natroo Nalla Boundary). East :- Mughal Road West :- Kanipora North :- DC Residence Road South :- Sangaloo Nalla 1545 Shopian Municipal Council Shopian 3 Khairbagh Arambagh, Usmaniya Colony, Khairbagh-A, Khairbagh-B, Dalal Mohalla, Sikh Mohalla Fourway Chowk upto Bye-Pass Road Batapora (Natro Nalla Bridge) from Nabil Mazar Chowk upto Fourway Chowk via Srinagar Road Bongam East :- Natroo Nalla West :- Srinagar Road North :- Kulail Mazar Chowk South :- DC Residence Road 1288 Shopian Municipal Council Shopian 4 Arhama New Colony Arhama, Rattan Mohalla Arhama, Ikee Mohalla Arhama & Khan Mohalla. Orchards of Farooq Ahmad Wani upto Nagnal Naagi Rambiara Boudary Orchards of Pinjoora upto Old Fruit Mandi Arhama East :- Pinjoora Village West :- Rambi Ara North :- Naagni Naag South :-Old Fruit Mandi 902 Shopian Municipal Council Shopian 5 Bongam-A Sheikh Mohalla, Kumar Mohalla, Wallar Mohalla, New Colony Sheikh Mohalla, Aisha Colony Bongam Bongam Chowk via link Link Road at Reshi Reshi Mohalla upto Wichlat Bridge Pinjoora and from Old Fruit Mandi upto Bongam Chowk Left Side East :- Srinagar Road West :- Orchards of Bongam North :- Wichlat Bridge South :- Bongam Chowk 1211 Shopian Municipal Council Shopian 6 Bongam-B Malik Mohalla Adda, Batther Mohalla, Ganie Mohalla, Baba Mohalla, Gujjar Mohalla, Naikoo Mohalla, Khanpora Mohalla, Bhobi Mohalla & Khoda Mohalla From Town Nallha Police Station Road upto Fourway Chowk and from four way Chowk via Srinagar Road upto R/o Ali Mohammad Bhat at Reshi Mohalla Bongam and from Mandir Road Windoo Mohalla upto Town Nali East :- Orchards of Windoo Mohalla West :- Fourway Chowk North :- Srinagar Road South :-Municipal Car Parking 1390 Shopian Municipal Council Shopian 7 Malik Mohalla Baba Mohalla Baba Mohalla, New Colony Baba Mohalla Eid Naadi Malik Mohalla, New Colony Malik Mohalla, New Colony behid Distt. Hospital Shopian From Nawa-Masjid upto Lal Nad via Lal Nad Road, from Hospital Road (Nawa Masjid Complex) upto Molvi Bagh via R/o Gulzar Ahmad Bhat (Nakhasi) and including behind District Hospital East :- Orchards of Malik Mohalla West :- Hospital Road via Clock Tower North :- Link Road via R/o Gulzar Ahmad Bhat (Nakhasi) South :- Link Road Pinjoora via Lal Nad 1680 Shopian Municipal Council Shopian 8 Jamia Masjid Mohalla Talaq Mohalla, Gadri Mohalla, Jamia Masjid Mohalla, Shah Mohalla, Tak Mohalla From Clock Tower via Old Bus Stand Road (Girls Hr. Sec. Road) upto Tak Masjid Shaharf and from Tak Masjid Shareef via Jamia Masjid Shareef upto Clock Tower Road, from Step of Bilqees Ahmad Dar upto Fourway Chowk East :- Orchards of Nagabal West :- Hospital Road via Clock Tower North :- Zero Point Mughal Road North :- Fourway Chowk South :- Govt. Girls Hr. Sec. School Road 1280 Shopian Municipal Council Shopian 9 Main Bazar Main-Bazar, Gaddoi Mohalla, Dal Colony Heergatti & Peer Mohalla From Boobazar Chowk (Sangaloo Bridge) via Main Bazar Road and Step of Naveed Cloth House upto Tak Masjid Opposite Side from Old DC Office Road upto Sangaloo Bridge via Jama Peer Masjid Shareef and Boobazar Chowk East :- Kanipora Bridge West :- Jamia Masjid Road via Clock Tower North :- Boobazar Road South :- Orchards of Kanipora 1417 Shopian Municipal Council Shopian 10 Jaan Mohalla Jan Mohalla, Reigh Mohalla, Rehmat Colony, Shahbanlal Mohalla, Khanday Mohalla & Banday Mohalla, Taing Mohalla (Batali Taing) From Step of Bashir Medicate near Clock Tower upto Astan Shareef Shahanshah Mohalla via Boobazar / Bijbehara Road and from Astan Shareef Shahanshah Mohalla upto Rehmat Colony via R/o Mohd Shafi Khanday Bridge, including Taing Mohalla (Batali Taing) / Jaan Mohalla East :- Orchards of Jaan Mohalla West :- Boobazar Road Opp. Jama Masjid Shareef North :- Link Road Pinjoora via Lal Nad South :- Sangaloo Nalla near Town Masjid Shareef 1376 Shopian Municipal Council Shopian 11 New Colony Largam Naikoo Mohalla, New Colony, Bagoo Mohalla, New Colony Hussain Colony, Khawaja Colony, Bongam Largam & Nadibpora Astan Shareef Shabanshah Mohalla upto Nadibpora Chowk including Largam, Sangaloo Bridge Nadipora including Bon-Gurbal upto Masjid Shareef Shaban Shah Mohalla East :- Astan Shareef Shabanshah Mohalla West :- Sangaloo Bridge & Nadipora Chowk North :- Sangaloo Nalla South :- Orchards of Largam 1375 Shopian Municipal Council Shopian 12 Gagran Wachloo Mohalla, Kralla Mohalla, Turray Mohalla, Gagran, New Colony Gagran, Govt. Degree College Colony & Gagran Naad Sangaloo Bridge including Wachloo Mohalla via Govt. Degree College Shopian Colony upto Memandar Road (Step) and from State Gagran upto via Khanbore road upto Gagran Kralla Mohalla (Sangaloo Bridge) including Gagran Naad East :- Orchard behind Degree College Colony West :- Orchards of Gagran Gundhade Side North :- Sangaloo Nalla South :- State towards Meemandar 1390 Shopian Municipal Council Shopian 13 Chowgam Kanipora Kanipora-A, Kanipora-B, Shahbandian Colony, Chowgam, Lone Mohalla, Dewan Mohalla, Astan Mohalla Chowgam From Sangloo Bridge Kanipora via Chowgam Army Camp upto orchards Pinjoora Link Road East :- Orchards of Kanipora (Dal Colony Side) West :- Offices Hazrat North :- Kanipora Bridge South :-Orchards of Chowgam / Kanipora 1270 Shopian Municipal Council Shopian 14 Pinjoora-A Ziyarat Shareef Mohalla, Wagay Mohalla, Riyaz Mohalla, Sherkhan Colony, Doolipora, Bandag Mohalla, Thapadpora From Sofanam Road upto Wizlati bridge Shopian Pinjoora Road, from Wichlat Bridge upto Orchards of Pinjoora left side of Road including Toapadpora first East :- Tarkawangam Road including Toapadpora Part West :- Wichlat Canal Sofanamam Road. North :- Orchards of Pinjoora South :- Wizlati Bridge Bongam Road 1589 Shopian Municipal Council Shopian 15 Pinjoora-B Gojjpora, Mir Mohalla, Malik Mohalla, Shadaaz Mohalla, Dand Aloom Colony, Halk Mohalla, Khan Mohalla, New Colony Pinjoora From Wichlat Bridge via Right Side Pinjoora Tarkawangam Road (Right Side) including Pinjoora Gojjpora side upto Pinjoora Kralpora East :- Orchards of Pinjoora West :- Wichlat Bridge Bongam Side North :- Tarkawangam Road South :- Kilwara Malik Gund Road 2564 Shopian Municipal Council Shopian 16 Meemender-A New Colony Meemandar, Meemandar-A, Ganhaar Dal, Ladlagbad From Meemandar Corner via Railgam Road (Left Side) upto Eidgah Meemandar via Road Pinjoora East :- Orchards of Sadigabad West :- Railgam Road North :- Meemandar Corner South :- Pinjoora Road 1560 Shopian Municipal Council Shopian 17 Meemendr-B Kaghazpora, Sheikhhaad Meemandar, Zainab Mohalla, Zargar Mohalla From Stairs of Gagran via Railgam Road (Right Side) upto Saffron and from Gundhaadoo Road upto Bridge at Palpora Crossing East :- Railgam Road West :- Gundhadoo village North :- Gagran Road South :- Orchards of Meemandar 1735 xyxy=(942,854,1483,2000)
color-dot xyxy=(99,2376,111,2387)
registration-mark xyxy=(642,2371,665,2394)
youtube-icon[interactable] xyxy=(710,58,725,70)
ref-number: No:- DOFK-G50TNDR/14/2024/E-7595697/e-NIT-42 Dated. 12/02/2025 xyxy=(1107,356,1359,367)
public-notice-masrat xyxy=(21,1112,363,1269)
x-icon[interactable]: 𝕏 xyxy=(461,55,473,72)
form-field: 3. Post applied for_____________________________________. xyxy=(412,1147,700,1159)
social-youtube[interactable]: risingkashmirvideos xyxy=(729,55,857,72)
subject-line: Subject: - Extension Notice No. 03. xyxy=(1107,203,1323,217)
signatory: Sd/- Deputy Secretary Certificates-KD xyxy=(851,412,915,442)
color-swatch xyxy=(700,2375,720,2388)
table-row: 5 MC-Ward 2 Arabal C Arampora MC-Ward 2 Sahayikas (Anganwadi Helper) 01 xyxy=(390,1492,913,1504)
notice-label: PUBLIC NOTICE xyxy=(153,518,231,529)
notice-body: One Original Sale deed of my property bearing Sale deed Number 57 dated 10-09-1998 falling under Survey Number 3018 (9 Marlas) & 4403/3019 (9 Marlas) executed by GPA holder Late Ghulam Mohammad Dalal S/o Habibullah Dalal R/o Hazratbal Pain Anantnag in favor of Mushtaq Ahmad Malik S/o Abdul gani Malik R/o Anantnag has been lost. xyxy=(591,508,913,567)
color-dot xyxy=(1360,2376,1371,2387)
office-heading: GOVERNMENT OF JAMMU AND KASHMIR OFFICE OF THE CHILD DEVELOPMENT PROJECT OFFICER, LARKIPORA HQ DOORU xyxy=(450,799,852,857)
academic-table: Sr.No. Examination passed Board/University Year of Passing Marks Obtained Total Marks Percentage xyxy=(389,1309,913,1356)
notice-body: My name was wrongly mentioned in adhar card as Mohd.While my real name as per school records is mohammad. Now I want to change if anybody is having any objection please contact within 7days at higher authority After that no objection shall be entertained. xyxy=(30,837,347,885)
